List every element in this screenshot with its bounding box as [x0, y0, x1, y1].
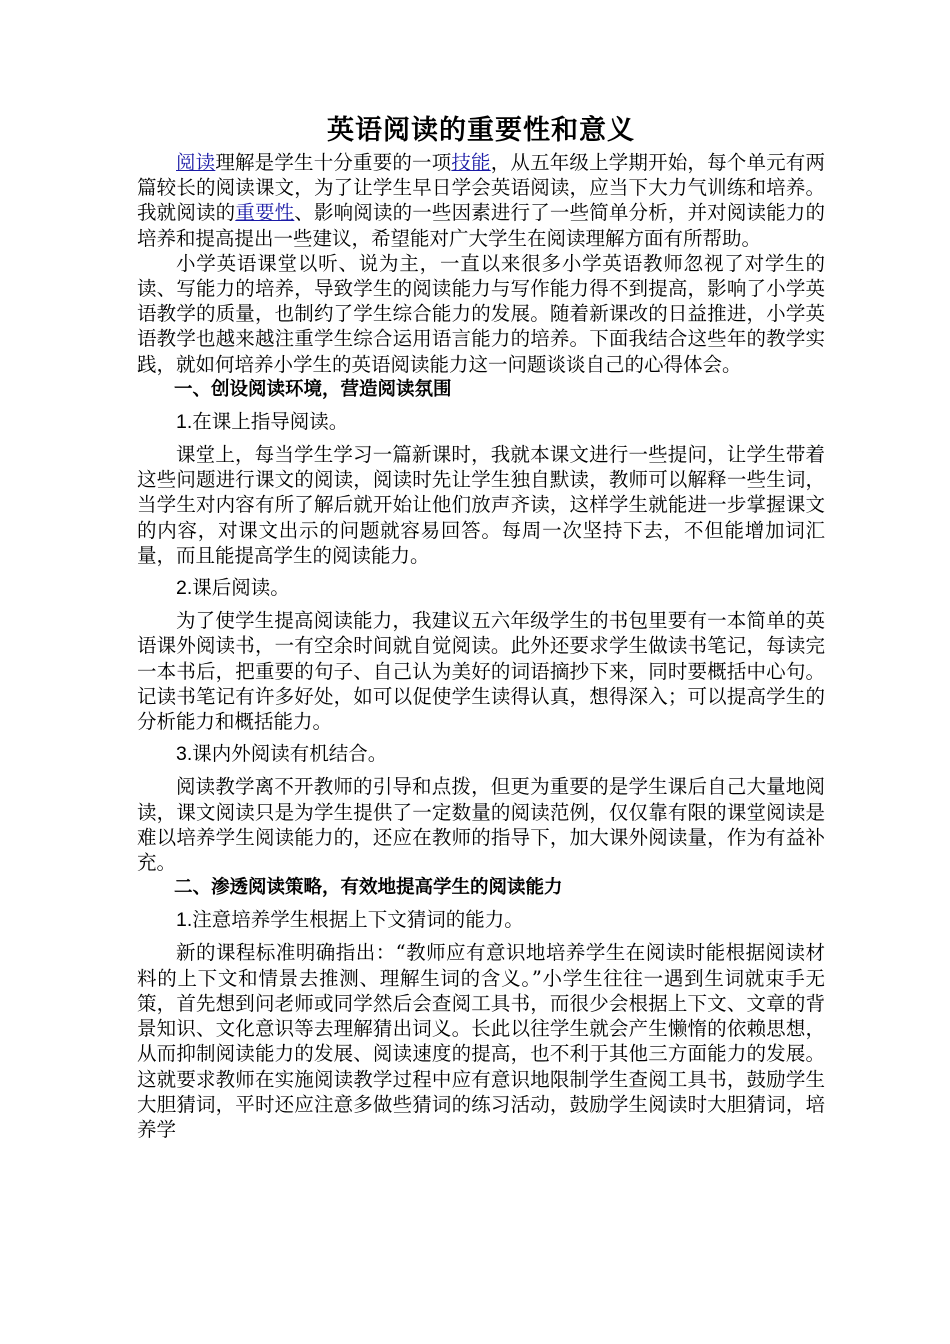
section-1-item-1-text: 课堂上，每当学生学习一篇新课时，我就本课文进行一些提问，让学生带着这些问题进行课文的阅读，阅读时先让学生独自默读，教师可以解释一些生词，当学生对内容有所了解后就开始让他们放声齐读，这样学生就能进一步掌握课文的内容，对课文出示的问题就容易回答。每周一次坚持下去，不但能增加词汇量，而且能提高学生的阅读能力。 [137, 443, 825, 567]
body-paragraph-2: 小学英语课堂以听、说为主，一直以来很多小学英语教师忽视了对学生的读、写能力的培养，导致学生的阅读能力与写作能力得不到提高，影响了小学英语教学的质量，也制约了学生综合能力的发展。随着新课改的日益推进，小学英语教学也越来越注重学生综合运用语言能力的培养。下面我结合这些年的教学实践，就如何培养小学生的英语阅读能力这一问题谈谈自己的心得体会。 [137, 251, 825, 376]
intro-text-2: ，从五年级上学期开始，每个单元有两篇较长的阅读课文，为了让学生早日学会英语阅读，应当下大力气训练和培养。我就阅读的 [137, 151, 825, 225]
section-1-item-2-label [137, 575, 825, 601]
item-label: 课内外阅读有机结合。 [192, 742, 388, 766]
item-label: 注意培养学生根据上下文猜词的能力。 [192, 908, 524, 932]
intro-text-1: 理解是学生十分重要的一项 [215, 151, 452, 174]
section-2-heading: 二、渗透阅读策略，有效地提高学生的阅读能力 [174, 877, 563, 899]
section-2-item-1-text: 新的课程标准明确指出：“教师应有意识地培养学生在阅读时能根据阅读材料的上下文和情景去推测、理解生词的含义。”小学生往往一遇到生词就束手无策，首先想到问老师或同学然后会查阅工具书，而很少会根据上下文、文章的背景知识、文化意识等去理解猜出词义。长此以往学生就会产生懒惰的依赖思想，从而抑制阅读能力的发展、阅读速度的提高，也不利于其他三方面能力的发展。这就要求教师在实施阅读教学过程中应有意识地限制学生查阅工具书，鼓励学生大胆猜词，平时还应注意多做些猜词的练习活动，鼓励学生阅读时大胆猜词，培养学 [137, 941, 825, 1141]
intro-text-3: 、影响阅读的一些因素进行了一些简单分析，并对阅读能力的培养和提高提出一些建议，希望能对广大学生在阅读理解方面有所帮助。 [137, 201, 825, 250]
link-importance[interactable]: 重要性 [235, 201, 295, 225]
section-2-item-1-label [137, 907, 825, 933]
item-number: 1. [176, 909, 193, 932]
item-number: 1. [176, 410, 193, 433]
intro-paragraph [137, 150, 825, 251]
link-reading[interactable]: 阅读 [176, 151, 216, 174]
item-number: 3. [176, 743, 193, 766]
document-body [137, 112, 825, 1142]
section-1-heading: 一、创设阅读环境，营造阅读氛围 [174, 378, 452, 400]
item-label: 课后阅读。 [192, 576, 290, 600]
document-title: 英语阅读的重要性和意义 [327, 115, 635, 146]
section-1-item-3-text: 阅读教学离不开教师的引导和点拨，但更为重要的是学生课后自己大量地阅读，课文阅读只是为学生提供了一定数量的阅读范例，仅仅靠有限的课堂阅读是难以培养学生阅读能力的，还应在教师的指导下，加大课外阅读量，作为有益补充。 [137, 775, 825, 875]
section-1-item-3-label [137, 741, 825, 767]
item-number: 2. [176, 577, 193, 600]
section-1-item-1-label [137, 409, 825, 435]
item-label: 在课上指导阅读。 [192, 409, 349, 433]
section-1-item-2-text: 为了使学生提高阅读能力，我建议五六年级学生的书包里要有一本简单的英语课外阅读书，一有空余时间就自觉阅读。此外还要求学生做读书笔记，每读完一本书后，把重要的句子、自己认为美好的词语摘抄下来，同时要概括中心句。记读书笔记有许多好处，如可以促使学生读得认真，想得深入；可以提高学生的分析能力和概括能力。 [137, 609, 825, 734]
link-skill[interactable]: 技能 [451, 151, 491, 174]
